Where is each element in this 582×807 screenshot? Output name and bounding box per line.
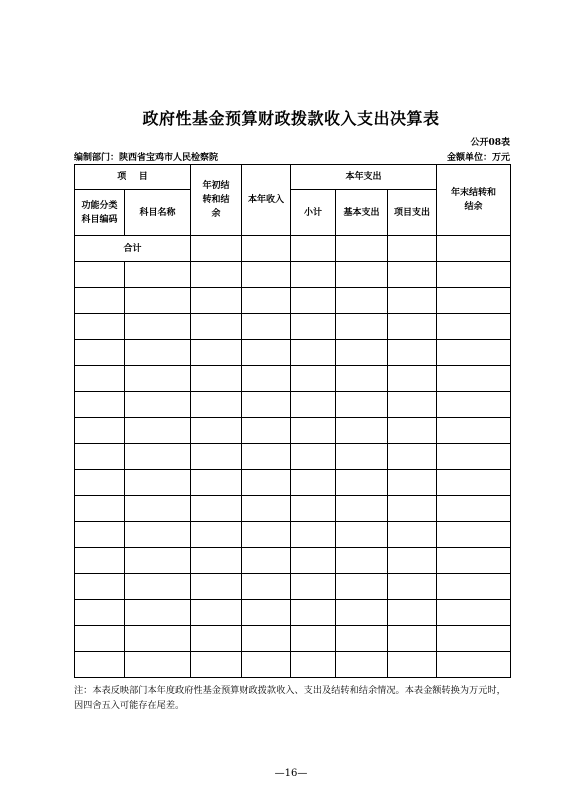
table-cell xyxy=(388,522,437,548)
table-cell xyxy=(291,600,336,626)
table-cell xyxy=(336,236,388,262)
table-cell xyxy=(75,626,125,652)
table-code: 公开08表 xyxy=(470,138,510,148)
table-cell xyxy=(191,392,242,418)
table-cell xyxy=(388,418,437,444)
table-cell xyxy=(291,366,336,392)
header-basic: 基本支出 xyxy=(336,190,388,236)
table-cell xyxy=(242,418,291,444)
table-cell xyxy=(336,340,388,366)
table-cell xyxy=(75,262,125,288)
table-row xyxy=(75,522,511,548)
table-row xyxy=(75,600,511,626)
table-cell xyxy=(242,392,291,418)
table-cell xyxy=(336,444,388,470)
header-subtotal: 小计 xyxy=(291,190,336,236)
table-cell xyxy=(291,444,336,470)
table-cell xyxy=(75,600,125,626)
table-cell xyxy=(242,262,291,288)
table-cell xyxy=(291,496,336,522)
table-cell xyxy=(191,470,242,496)
table-cell xyxy=(191,600,242,626)
table-cell xyxy=(291,314,336,340)
table-row xyxy=(75,626,511,652)
table-cell xyxy=(125,444,191,470)
table-row xyxy=(75,444,511,470)
table-cell xyxy=(191,444,242,470)
table-cell xyxy=(75,288,125,314)
table-cell xyxy=(388,626,437,652)
table-cell xyxy=(388,366,437,392)
table-row xyxy=(75,392,511,418)
header-begin-balance: 年初结转和结余 xyxy=(191,165,242,236)
table-cell xyxy=(75,574,125,600)
table-cell xyxy=(291,236,336,262)
table-cell xyxy=(191,548,242,574)
table-cell xyxy=(75,418,125,444)
table-cell xyxy=(291,340,336,366)
table-cell xyxy=(336,574,388,600)
table-cell xyxy=(125,392,191,418)
table-cell xyxy=(388,392,437,418)
table-cell xyxy=(336,496,388,522)
budget-table xyxy=(74,164,511,678)
table-cell xyxy=(336,626,388,652)
table-cell xyxy=(242,626,291,652)
table-cell xyxy=(388,496,437,522)
table-row xyxy=(75,470,511,496)
table-cell xyxy=(437,444,511,470)
table-cell xyxy=(242,444,291,470)
table-cell xyxy=(336,366,388,392)
table-cell xyxy=(242,522,291,548)
table-cell xyxy=(437,652,511,678)
table-row xyxy=(75,652,511,678)
header-project: 项目支出 xyxy=(388,190,437,236)
table-cell xyxy=(125,288,191,314)
table-cell xyxy=(242,574,291,600)
table-cell xyxy=(242,652,291,678)
blank-rows xyxy=(75,262,511,678)
header-expenditure: 本年支出 xyxy=(291,165,437,190)
table-row xyxy=(75,340,511,366)
table-cell xyxy=(388,574,437,600)
table-cell xyxy=(291,262,336,288)
table-cell xyxy=(437,366,511,392)
table-cell xyxy=(191,366,242,392)
table-cell xyxy=(75,548,125,574)
table-cell xyxy=(291,522,336,548)
table-cell xyxy=(125,600,191,626)
header-subject-name: 科目名称 xyxy=(125,190,191,236)
table-cell xyxy=(336,314,388,340)
table-cell xyxy=(242,600,291,626)
table-cell xyxy=(291,288,336,314)
table-cell xyxy=(388,600,437,626)
table-row xyxy=(75,574,511,600)
table-cell xyxy=(191,652,242,678)
table-cell xyxy=(437,340,511,366)
table-cell xyxy=(437,392,511,418)
total-label: 合计 xyxy=(75,236,191,262)
table-cell xyxy=(388,340,437,366)
header-income: 本年收入 xyxy=(242,165,291,236)
table-cell xyxy=(336,548,388,574)
table-cell xyxy=(191,626,242,652)
table-cell xyxy=(336,522,388,548)
table-cell xyxy=(242,496,291,522)
table-cell xyxy=(125,496,191,522)
table-cell xyxy=(75,444,125,470)
table-row xyxy=(75,288,511,314)
table-cell xyxy=(291,392,336,418)
table-cell xyxy=(191,574,242,600)
table-cell xyxy=(388,548,437,574)
table-cell xyxy=(437,522,511,548)
table-cell xyxy=(242,470,291,496)
table-cell xyxy=(388,288,437,314)
table-cell xyxy=(291,626,336,652)
table-cell xyxy=(242,340,291,366)
header-func-code: 功能分类科目编码 xyxy=(75,190,125,236)
table-cell xyxy=(336,288,388,314)
table-row xyxy=(75,418,511,444)
table-cell xyxy=(191,288,242,314)
table-row xyxy=(75,548,511,574)
table-cell xyxy=(75,652,125,678)
page-number: —16— xyxy=(274,768,308,779)
table-cell xyxy=(75,314,125,340)
table-cell xyxy=(125,366,191,392)
table-cell xyxy=(291,418,336,444)
table-cell xyxy=(388,470,437,496)
table-cell xyxy=(437,548,511,574)
table-cell xyxy=(191,522,242,548)
table-cell xyxy=(125,626,191,652)
table-cell xyxy=(437,262,511,288)
table-cell xyxy=(75,340,125,366)
table-row xyxy=(75,366,511,392)
table-cell xyxy=(75,392,125,418)
table-cell xyxy=(75,496,125,522)
table-cell xyxy=(191,314,242,340)
table-cell xyxy=(242,366,291,392)
table-cell xyxy=(388,262,437,288)
table-cell xyxy=(437,314,511,340)
table-cell xyxy=(242,288,291,314)
table-cell xyxy=(437,574,511,600)
table-cell xyxy=(191,262,242,288)
table-cell xyxy=(125,652,191,678)
table-cell xyxy=(75,366,125,392)
table-cell xyxy=(125,262,191,288)
table-cell xyxy=(336,652,388,678)
table-cell xyxy=(437,626,511,652)
table-cell xyxy=(125,418,191,444)
table-cell xyxy=(437,418,511,444)
table-cell xyxy=(388,314,437,340)
table-cell xyxy=(388,444,437,470)
table-cell xyxy=(388,236,437,262)
org-label: 编制部门：陕西省宝鸡市人民检察院 xyxy=(74,153,219,163)
table-cell xyxy=(336,262,388,288)
table-cell xyxy=(191,340,242,366)
table-cell xyxy=(336,600,388,626)
table-cell xyxy=(437,470,511,496)
table-cell xyxy=(291,470,336,496)
table-cell xyxy=(125,548,191,574)
header-end-balance: 年末结转和结余 xyxy=(437,165,511,236)
table-cell xyxy=(336,392,388,418)
table-cell xyxy=(291,548,336,574)
table-cell xyxy=(242,548,291,574)
page-title: 政府性基金预算财政拨款收入支出决算表 xyxy=(142,109,440,128)
table-cell xyxy=(242,236,291,262)
table-cell xyxy=(191,236,242,262)
table-cell xyxy=(291,652,336,678)
table-cell xyxy=(125,522,191,548)
table-cell xyxy=(336,470,388,496)
table-cell xyxy=(75,470,125,496)
table-cell xyxy=(125,340,191,366)
table-cell xyxy=(125,470,191,496)
table-note: 注：本表反映部门本年度政府性基金预算财政拨款收入、支出及结转和结余情况。本表金额转换为万元时，因四舍五入可能存在尾差。 xyxy=(74,685,506,711)
table-cell xyxy=(336,418,388,444)
table-cell xyxy=(437,600,511,626)
table-cell xyxy=(437,236,511,262)
table-cell xyxy=(388,652,437,678)
table-cell xyxy=(191,496,242,522)
table-cell xyxy=(437,288,511,314)
table-cell xyxy=(125,574,191,600)
table-cell xyxy=(291,574,336,600)
table-cell xyxy=(242,314,291,340)
table-row-total xyxy=(75,236,511,262)
table-row xyxy=(75,496,511,522)
table-cell xyxy=(75,522,125,548)
header-item: 项 目 xyxy=(75,165,191,190)
table-cell xyxy=(437,496,511,522)
table-row xyxy=(75,262,511,288)
table-cell xyxy=(125,314,191,340)
table-cell xyxy=(191,418,242,444)
table-row xyxy=(75,314,511,340)
unit-label: 金额单位：万元 xyxy=(446,153,510,163)
